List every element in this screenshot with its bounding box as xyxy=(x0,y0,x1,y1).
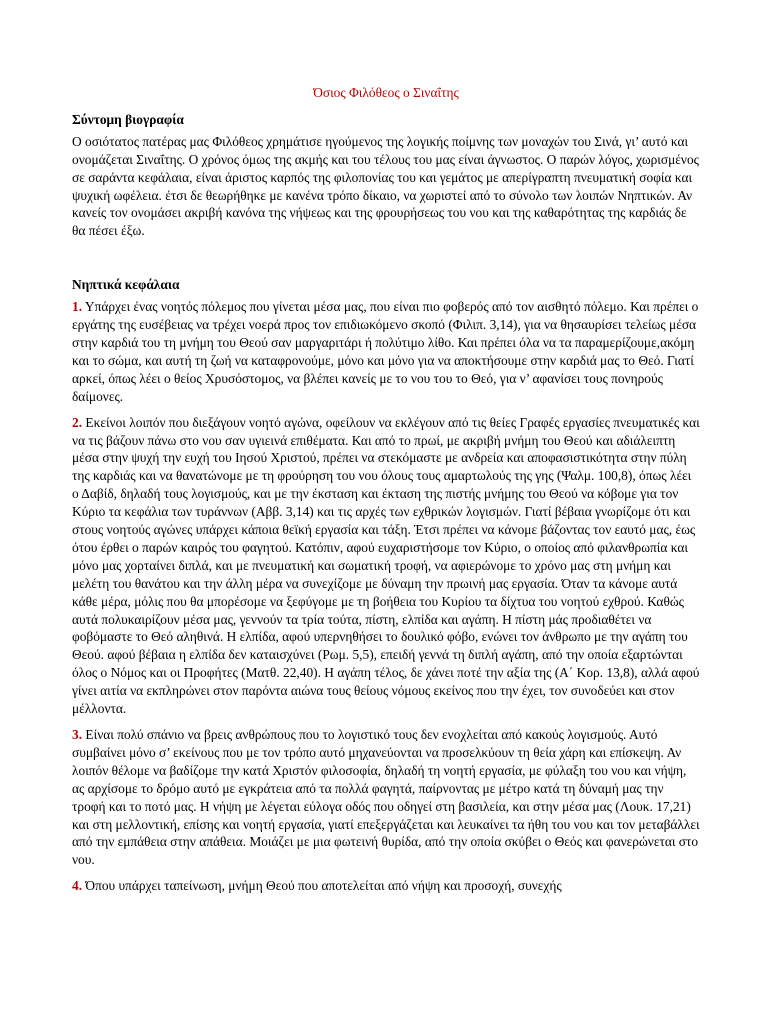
chapter-paragraph xyxy=(72,414,700,718)
chapter-number: 4. xyxy=(72,878,83,894)
chapter-number: 3. xyxy=(72,727,83,742)
chapters-heading: Νηπτικά κεφάλαια xyxy=(72,277,180,293)
section-spacer xyxy=(72,248,700,276)
chapter-paragraph xyxy=(72,877,700,895)
chapter-text: Όπου υπάρχει ταπείνωση, μνήμη Θεού που αποτελείται από νήψη και προσοχή, συνεχής xyxy=(85,878,562,894)
document-page xyxy=(72,84,700,903)
chapter-paragraph xyxy=(72,726,700,869)
chapter-text: Εκείνοι λοιπόν που διεξάγουν νοητό αγώνα, οφείλουν να εκλέγουν από τις θείες Γραφές εργασίες πνευματικές και να τις βάζουν πάνω στο νου σαν υγιεινά επιθέματα. Και από το πρωί, με ακριβή μνήμη του Θεού και αδιάλειπτη μέσα στην ψυχή την ευχή του Ιησού Χριστού, πρέπει να στεκόμαστε με ανδρεία και αποφασιστικότητα στην πύλη της καρδιάς και να θανατώνομε με τη φρούρηση του νου όλους τους αμαρτωλούς της γης (Ψαλμ. 100,8), όπως λέει ο Δαβίδ, δηλαδή τους λογισμούς, και με την έκσταση και έκταση της πιστής μνήμης του Θεού να κόβομε για τον Κύριο τα κεφάλια των τυράννων (Αββ. 3,14) και τις αρχές των εχθρικών λογισμών. Γιατί βέβαια γνωρίζομε ότι και στους νοητούς αγώνες υπάρχει κάποια θεϊκή εργασία και τάξη. Έτσι πρέπει να κάνομε βάζοντας τον εαυτό μας, έως ότου έρθει ο παρών καιρός του φαγητού. Κατόπιν, αφού ευχαριστήσομε τον Κύριο, ο οποίος από φιλανθρωπία και μόνο μας χορταίνει διπλά, και με πνευματική και σωματική τροφή, να αφιερώνομε το χρόνο μας στη μνήμη και μελέτη του θανάτου και την άλλη μέρα να συνεχίζομε με δύναμη την πρωινή μας εργασία. Όταν τα κάνομε αυτά κάθε μέρα, μόλις που θα μπορέσομε να ξεφύγομε με τη βοήθεια του Κυρίου τα δίχτυα του νοητού εχθρού. Καθώς αυτά πολυκαιρίζουν μέσα μας, γεννούν τα τρία τούτα, πίστη, ελπίδα και αγάπη. Η πίστη μάς προδιαθέτει να φοβόμαστε το Θεό αληθινά. Η ελπίδα, αφού υπερνηθήσει το δουλικό φόβο, ενώνει τον άνθρωπο με την αγάπη του Θεού. αφού βέβαια η ελπίδα δεν καταισχύνει (Ρωμ. 5,5), επειδή γεννά τη διπλή αγάπη, από την οποία εξαρτώνται όλος ο Νόμος και οι Προφήτες (Ματθ. 22,40). Η αγάπη τέλος, δε χάνει ποτέ την αξία της (Α΄ Κορ. 13,8), αλλά αφού γίνει αιτία να εκπληρώνει στον παρόντα αιώνα τους θείους νόμους εκείνος που την έχει, τον συνοδεύει και στον μέλλοντα. xyxy=(72,414,700,717)
chapter-text: Είναι πολύ σπάνιο να βρεις ανθρώπους που το λογιστικό τους δεν ενοχλείται από κακούς λογισμούς. Αυτό συμβαίνει μόνο σ’ εκείνους που με τον τρόπο αυτό μηχανεύονται να προσελκύουν τη θεία χάρη και επίσκεψη. Αν λοιπόν θέλομε να βαδίζομε την κατά Χριστόν φιλοσοφία, δηλαδή τη νοητή εργασία, με φύλαξη του νου και νήψη, ας αρχίσομε το δρόμο αυτό με εγκράτεια από τα πολλά φαγητά, παίρνοντας με μέτρο κατά τη δύναμή μας την τροφή και το ποτό μας. Η νήψη με λέγεται εύλογα οδός που οδηγεί στη βασιλεία, και στην μέσα μας (Λουκ. 17,21) και στη μελλοντική, επίσης και νοητή εργασία, γιατί επεξεργάζεται και λευκαίνει τα ήθη του νου και τον μεταβάλλει από την εμπάθεια στην απάθεια. Μοιάζει με μια φωτεινή θυρίδα, από την οποία σκύβει ο Θεός και φανερώνεται στο νου. xyxy=(72,727,700,868)
biography-heading: Σύντομη βιογραφία xyxy=(72,111,184,127)
document-title: Όσιος Φιλόθεος ο Σιναΐτης xyxy=(313,85,459,100)
chapter-number: 1. xyxy=(72,299,83,315)
chapter-text: Υπάρχει ένας νοητός πόλεμος που γίνεται μέσα μας, που είναι πιο φοβερός από τον αισθητό πόλεμο. Και πρέπει ο εργάτης της ευσέβειας να τρέχει νοερά προς τον επιδιωκόμενο σκοπό (Φιλιπ. 3,14), για να θησαυρίσει τελείως μέσα στην καρδιά του τη μνήμη του Θεού σαν μαργαριτάρι ή πολύτιμο λίθο. Και πρέπει όλα να τα παραμερίζουμε,ακόμη και το σώμα, και αυτή τη ζωή να καταφρονούμε, μόνο και μόνο για να αποκτήσουμε στην καρδιά μας το Θεό. Γιατί αρκεί, όπως λέει ο θείος Χρυσόστομος, να βλέπει κανείς με το νου του το Θεό, για ν’ αφανίσει τους πονηρούς δαίμονες. xyxy=(72,299,699,404)
chapter-number: 2. xyxy=(72,414,83,430)
chapter-paragraph xyxy=(72,298,700,405)
biography-paragraph: Ο οσιότατος πατέρας μας Φιλόθεος χρημάτισε ηγούμενος της λογικής ποίμνης των μοναχών του Σινά, γι’ αυτό και ονομάζεται Σιναΐτης. Ο χρόνος όμως της ακμής και του τέλους του μας είναι άγνωστος. Ο παρών λόγος, χωρισμένος σε σαράντα κεφάλαια, είναι άριστος καρπός της φιλοπονίας του και γεμάτος με απερίγραπτη πνευματική σοφία και ψυχική ωφέλεια. έτσι δε θεωρήθηκε με κανένα τρόπο δίκαιο, να χωριστεί από το σύνολο των λοιπών Νηπτικών. Αν κανείς τον ονομάσει ακριβή κανόνα της νήψεως και της φρουρήσεως του νου και της καθαρότητας της καρδιάς δε θα πέσει έξω. xyxy=(72,133,699,239)
